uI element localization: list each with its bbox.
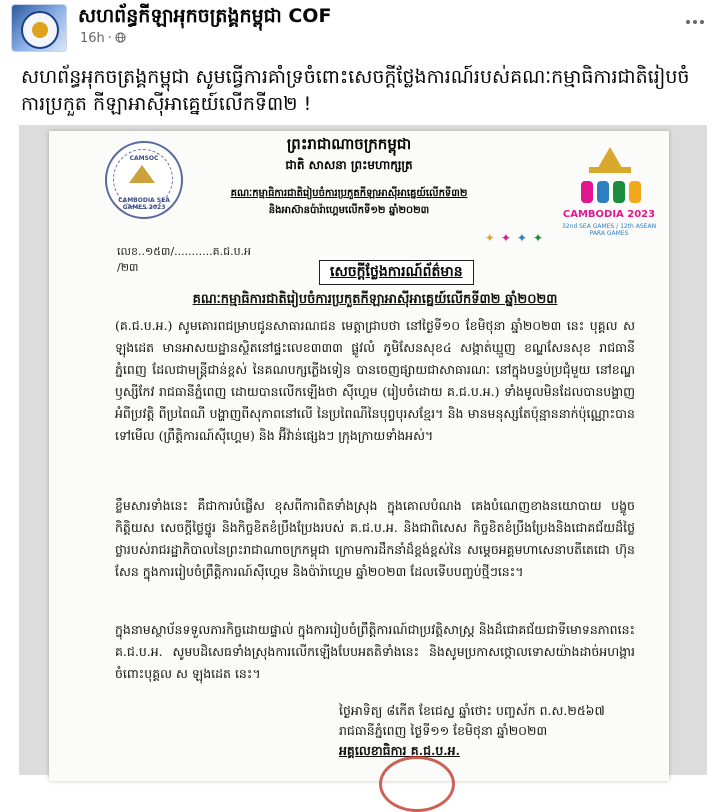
statement-paragraph-2: ខ្លឹមសារទាំងនេះ គឺជាការបំផ្លើស ខុសពីការពិតទាំងស្រុង ក្នុងគោលបំណង គេងបំណេញខាងនយោបាយ បង្ខូចកិត្តិយស សេចក្តីថ្លៃថ្នូរ និងកិច្ចខិតខំប្រឹងប្រែងរបស់ គ.ជ.ប.អ. និងជាពិសេស កិច្ចខិតខំប្រឹងប្រែងនិងជោគជ័យដ៏ថ្លៃថ្លារបស់រាជរដ្ឋាភិបាលនៃព្រះរាជាណាចក្រកម្ពុជា ក្រោមការដឹកនាំដ៏ខ្ពង់ខ្ពស់នៃ សម្តេចអគ្គមហាសេនាបតីតេជោ ហ៊ុន សែន ក្នុងការរៀបចំព្រឹត្តិការណ៍ស៊ីហ្គេម និងប៉ារ៉ាហ្គេម ឆ្នាំ២០២៣ ដែលទើបបញ្ចប់ថ្មីៗនេះ។	[115, 498, 635, 579]
sea-games-logo	[559, 139, 659, 249]
post-caption: សហព័ន្ធអុកចត្រង្គកម្ពុជា សូមធ្វើការគាំទ្រចំពោះសេចក្តីថ្លែងការណ៍របស់គណៈកម្មាធិការជាតិរៀបចំការប្រកួត កីឡាអាស៊ីអាគ្នេយ៍លើកទី៣២ !	[21, 66, 690, 115]
seal-label: CAMSOC	[129, 155, 159, 162]
announcement-title: សេចក្តីថ្លែងការណ៍ព័ត៌មាន	[319, 260, 474, 285]
kingdom-motto: ជាតិ សាសនា ព្រះមហាក្សត្រ	[285, 158, 413, 172]
reference-line-2: /២៣	[117, 261, 139, 274]
date-solar: រាជធានីភ្នំពេញ ថ្ងៃទី១១ ខែមិថុនា ឆ្នាំ២០២៣	[339, 723, 548, 738]
seal-sub: CAMBODIA SEA GAMES 2023	[118, 197, 170, 211]
post-meta	[80, 31, 126, 46]
statement-document	[49, 131, 669, 781]
page-name-link[interactable]: សហព័ន្ធកីឡាអុកចត្រង្គកម្ពុជា COF	[78, 5, 332, 27]
post-header	[0, 0, 726, 58]
post-time[interactable]: 16h	[80, 31, 105, 46]
reference-number	[117, 245, 251, 277]
logo-sub: 32nd SEA GAMES / 12th ASEAN PARA GAMES	[561, 223, 657, 237]
kingdom-title: ព្រះរាជាណាចក្រកម្ពុជា	[286, 135, 412, 153]
committee-name: គណៈកម្មាធិការជាតិរៀបចំការប្រកួតកីឡាអាស៊ីអាគ្នេយ៍លើកទី៣២	[230, 188, 468, 199]
reference-line-1: លេខ..១៥៣/...........គ.ជ.ប.អ	[117, 245, 252, 258]
committee-name-2: និងអាស៊ានប៉ារ៉ាហ្គេមលើកទី១២ ឆ្នាំ២០២៣	[268, 205, 430, 216]
meta-separator: ·	[107, 31, 112, 46]
globe-icon[interactable]	[115, 32, 126, 43]
more-options-icon[interactable]	[682, 12, 708, 32]
official-stamp	[379, 756, 455, 812]
statement-heading: គណៈកម្មាធិការជាតិរៀបចំការប្រកួតកីឡាអាស៊ីអាគ្នេយ៍លើកទី៣២ ឆ្នាំ២០២៣	[192, 292, 558, 307]
post-image[interactable]	[19, 125, 707, 775]
signatory: អគ្គលេខាធិការ គ.ជ.ប.អ.	[339, 743, 460, 758]
committee-seal	[105, 141, 183, 219]
decorative-dots: ✦✦✦✦	[484, 231, 549, 245]
statement-paragraph-1: (គ.ជ.ប.អ.) សូមគោរពជម្រាបជូនសាធារណជន មេត្តាជ្រាបថា នៅថ្ងៃទី១០ ខែមិថុនា ឆ្នាំ២០២៣ នេះ បុគ្គល ស ឡុងដេត មានអាសយដ្ឋានស្ថិតនៅផ្ទះលេខ៣៣៣ ផ្លូវលំ ភូមិសែនសុខ៤ សង្កាត់ឃ្មួញ ខណ្ឌសែនសុខ រាជធានីភ្នំពេញ ដែលជាមន្ត្រីជាន់ខ្ពស់ នៃគណបក្សភ្លើងទៀន បានចេញផ្សាយជាសាធារណៈ នៅក្នុងបន្ទប់ប្រជុំមួយ នៅខណ្ឌឫស្សីកែវ រាជធានីភ្នំពេញ ដោយបានលើកឡើងថា ស៊ីហ្គេម (រៀបចំដោយ គ.ជ.ប.អ.) ទាំងមូលមិនដែលបានបង្ហាញអំពីប្រវត្តិ ពីប្រពៃណី បង្ហាញពីសុភាពនៅលើ នៃប្រពៃណីនៃបុព្វបុរសខ្មែរ។ និង មានមនុស្សតែប៉ុន្មាននាក់ប៉ុណ្ណោះបានទៅមើល (ព្រឹត្តិការណ៍ស៊ីហ្គេម) និង អ៊ីវ៉ាន់ផ្សេងៗ ក្រុងក្រាយទាំងអស់។	[115, 318, 635, 443]
page-avatar[interactable]	[11, 4, 67, 52]
logo-name: CAMBODIA 2023	[562, 209, 656, 220]
date-lunar: ថ្ងៃអាទិត្យ ៨កើត ខែជេស្ឋ ឆ្នាំថោះ បញ្ចស័ក ព.ស.២៥៦៧	[339, 703, 605, 718]
statement-paragraph-3: ក្នុងនាមស្ថាប័នទទួលភារកិច្ចដោយផ្ទាល់ ក្នុងការរៀបចំព្រឹត្តិការណ៍ជាប្រវត្តិសាស្ត្រ និងដ៏ជោគជ័យជាទីមោទនភាពនេះ គ.ជ.ប.អ. សូមបដិសេធទាំងស្រុងការលើកឡើងបែបអតតិទាំងនេះ និងសូមប្រកាសថ្កោលទោសយ៉ាងដាច់អហង្ការ ចំពោះបុគ្គល ស ឡុងដេត នេះ។	[115, 622, 635, 681]
